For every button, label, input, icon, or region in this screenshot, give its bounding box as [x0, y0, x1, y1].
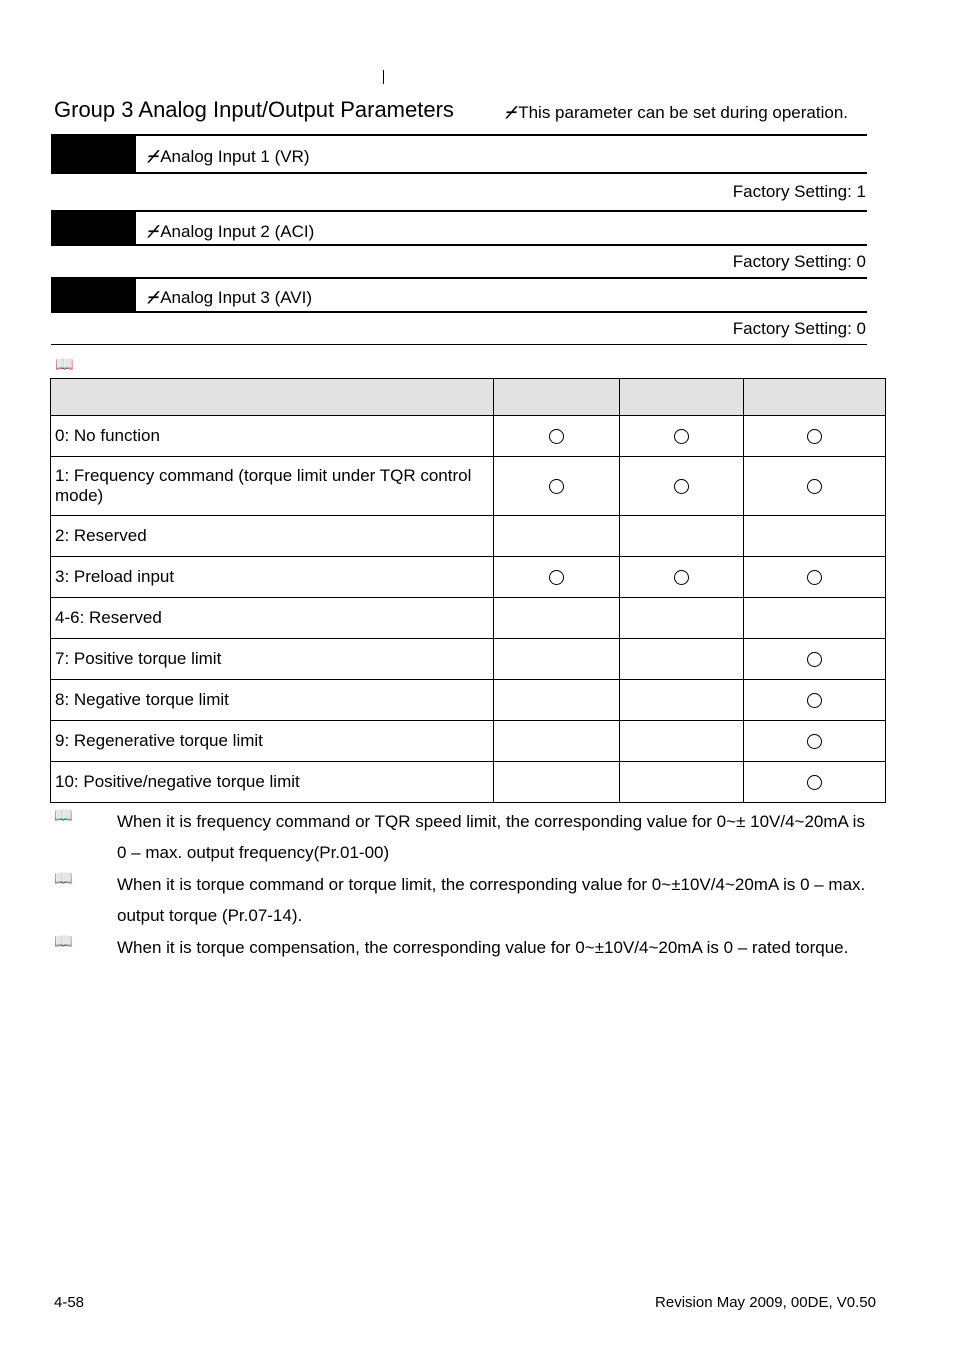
header-cell: [493, 379, 620, 416]
param-row-vr: [51, 134, 867, 174]
support-cell-c1: [493, 416, 620, 457]
support-cell-c1: [493, 516, 620, 557]
support-cell-c2: [620, 516, 744, 557]
setting-label: 8: Negative torque limit: [51, 680, 494, 721]
circle-mark-icon: [549, 479, 564, 494]
circle-mark-icon: [549, 570, 564, 585]
support-cell-c3: [744, 680, 886, 721]
revision-info: Revision May 2009, 00DE, V0.50: [655, 1294, 876, 1311]
support-cell-c2: [620, 639, 744, 680]
circle-mark-icon: [807, 693, 822, 708]
param-code-block: [51, 279, 136, 311]
table-row: [51, 516, 886, 557]
header-cell: [51, 379, 494, 416]
circle-mark-icon: [674, 570, 689, 585]
circle-mark-icon: [807, 570, 822, 585]
factory-setting: Factory Setting: 0: [732, 252, 866, 271]
support-cell-c3: [744, 598, 886, 639]
book-icon: 📖: [55, 356, 74, 373]
setting-label: 0: No function: [51, 416, 494, 457]
param-code-block: [51, 212, 136, 244]
table-row: [51, 680, 886, 721]
param-code-block: [51, 136, 136, 172]
header-cell: [620, 379, 744, 416]
note-text: When it is torque command or torque limit, the corresponding value for 0~±10V/4~20mA is 0 – max. output torque (Pr.07-14).: [117, 875, 866, 925]
circle-mark-icon: [807, 652, 822, 667]
support-cell-c3: [744, 721, 886, 762]
table-row: [51, 721, 886, 762]
circle-mark-icon: [674, 479, 689, 494]
note-item: [54, 932, 884, 994]
support-cell-c1: [493, 721, 620, 762]
support-cell-c2: [620, 721, 744, 762]
setting-label: 2: Reserved: [51, 516, 494, 557]
table-row: [51, 639, 886, 680]
support-cell-c1: [493, 457, 620, 516]
runtime-edit-icon: ⌿: [147, 147, 158, 166]
support-cell-c3: [744, 639, 886, 680]
setting-label: 3: Preload input: [51, 557, 494, 598]
support-cell-c2: [620, 457, 744, 516]
support-cell-c3: [744, 557, 886, 598]
circle-mark-icon: [807, 775, 822, 790]
table-header-row: [51, 379, 886, 416]
support-cell-c2: [620, 762, 744, 803]
page-title: Group 3 Analog Input/Output Parameters: [54, 97, 454, 122]
param-row-avi: [51, 277, 867, 313]
support-cell-c2: [620, 557, 744, 598]
param-row-aci: [51, 210, 867, 246]
support-cell-c1: [493, 762, 620, 803]
factory-setting: Factory Setting: 1: [732, 182, 866, 201]
support-cell-c1: [493, 639, 620, 680]
circle-mark-icon: [674, 429, 689, 444]
operation-note-text: This parameter can be set during operation.: [518, 103, 849, 122]
setting-label: 1: Frequency command (torque limit under TQR control mode): [51, 457, 494, 516]
support-cell-c1: [493, 598, 620, 639]
support-cell-c2: [620, 416, 744, 457]
support-cell-c1: [493, 680, 620, 721]
param-name: ⌿ Analog Input 3 (AVI): [147, 288, 313, 307]
note-text: When it is frequency command or TQR speed limit, the corresponding value for 0~± 10V/4~20mA is 0 – max. output frequency(Pr.01-00): [117, 812, 865, 862]
setting-label: 4-6: Reserved: [51, 598, 494, 639]
circle-mark-icon: [807, 734, 822, 749]
book-icon: 📖: [54, 807, 73, 824]
param-name: ⌿ Analog Input 1 (VR): [147, 147, 310, 166]
support-cell-c1: [493, 557, 620, 598]
runtime-edit-icon: ⌿: [147, 222, 158, 241]
book-icon: 📖: [54, 933, 73, 950]
section-divider: [51, 344, 867, 345]
runtime-edit-icon: ⌿: [505, 103, 516, 122]
runtime-edit-icon: ⌿: [147, 288, 158, 307]
support-cell-c2: [620, 680, 744, 721]
setting-label: 9: Regenerative torque limit: [51, 721, 494, 762]
note-item: [54, 806, 884, 868]
table-row: [51, 557, 886, 598]
support-cell-c3: [744, 516, 886, 557]
param-name: ⌿ Analog Input 2 (ACI): [147, 222, 315, 241]
circle-mark-icon: [807, 479, 822, 494]
table-row: [51, 762, 886, 803]
setting-label: 10: Positive/negative torque limit: [51, 762, 494, 803]
support-cell-c3: [744, 457, 886, 516]
book-icon: 📖: [54, 870, 73, 887]
support-cell-c3: [744, 762, 886, 803]
table-row: [51, 598, 886, 639]
support-cell-c3: [744, 416, 886, 457]
factory-setting: Factory Setting: 0: [732, 319, 866, 338]
header-divider: [383, 70, 384, 84]
settings-table: [50, 378, 886, 803]
note-text: When it is torque compensation, the corresponding value for 0~±10V/4~20mA is 0 – rated torque.: [117, 938, 849, 957]
page-number: 4-58: [54, 1294, 85, 1311]
operation-note: [505, 103, 848, 123]
circle-mark-icon: [807, 429, 822, 444]
support-cell-c2: [620, 598, 744, 639]
note-item: [54, 869, 884, 931]
setting-label: 7: Positive torque limit: [51, 639, 494, 680]
circle-mark-icon: [549, 429, 564, 444]
table-row: [51, 416, 886, 457]
table-row: [51, 457, 886, 516]
header-cell: [744, 379, 886, 416]
